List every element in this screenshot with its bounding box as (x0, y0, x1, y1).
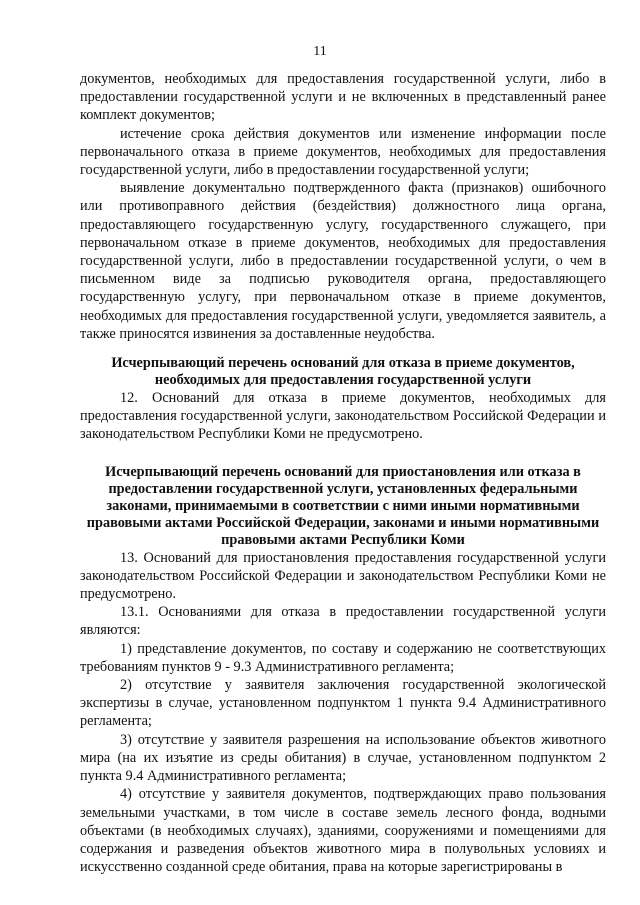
page-number: 11 (313, 44, 327, 59)
list-item: 4) отсутствие у заявителя документов, подтверждающих право пользования земельными участками, в том числе в составе земель лесного фонда, водными объектами (в необходимых случаях), зданиями, сооружениями и помещениями для содержания и разведения объектов животного мира в полувольных условиях и искусственно созданной среде обитания, права на которые зарегистрированы в (80, 786, 606, 876)
paragraph-item-13: 13. Оснований для приостановления предоставления государственной услуги законодательством Российской Федерации и законодательством Республики Коми не предусмотрено. (80, 549, 606, 603)
paragraph-continuation: документов, необходимых для предоставления государственной услуги, либо в предоставлении государственной услуги и не включенных в представленный ранее комплект документов; (80, 71, 606, 124)
page-content (80, 70, 606, 876)
list-item: 2) отсутствие у заявителя заключения государственной экологической экспертизы в случае, установленном подпунктом 1 пункта 9.4 Административного регламента; (80, 677, 606, 730)
paragraph-item-13-1: 13.1. Основаниями для отказа в предоставлении государственной услуги являются: (80, 604, 606, 639)
section-heading-refusal-acceptance: Исчерпывающий перечень оснований для отказа в приеме документов, необходимых для предоставления государственной услуги (111, 355, 575, 389)
section-heading-suspension-refusal: Исчерпывающий перечень оснований для приостановления или отказа в предоставлении государственной услуги, установленных федеральными законами, принимаемыми в соответствии с ними иными нормативными правовыми актами Российской Федерации, законами и иными нормативными правовыми актами Республики Коми (86, 463, 600, 548)
list-item: 1) представление документов, по составу и содержанию не соответствующих требованиям пунктов 9 - 9.3 Административного регламента; (80, 640, 606, 675)
list-item: 3) отсутствие у заявителя разрешения на использование объектов животного мира (на их изъятие из среды обитания) в случае, установленном подпунктом 2 пункта 9.4 Административного регламента; (80, 731, 606, 785)
paragraph: выявление документально подтвержденного факта (признаков) ошибочного или противоправного действия (бездействия) должностного лица органа, предоставляющего государственную услугу, государственного служащего, при первоначальном отказе в приеме документов, необходимых для предоставления государственной услуги, либо в предоставлении государственной услуги, о чем в письменном виде за подписью руководителя органа, предоставляющего государственную услугу, при первоначальном отказе в приеме документов, необходимых для предоставления государственной услуги, уведомляется заявитель, а также приносятся извинения за доставленные неудобства. (80, 180, 606, 342)
paragraph-item-12: 12. Оснований для отказа в приеме документов, необходимых для предоставления государственной услуги, законодательством Российской Федерации и законодательством Республики Коми не предусмотрено. (80, 390, 606, 443)
paragraph: истечение срока действия документов или изменение информации после первоначального отказа в приеме документов, необходимых для предоставления государственной услуги, либо в предоставлении государственной услуги; (80, 125, 606, 179)
